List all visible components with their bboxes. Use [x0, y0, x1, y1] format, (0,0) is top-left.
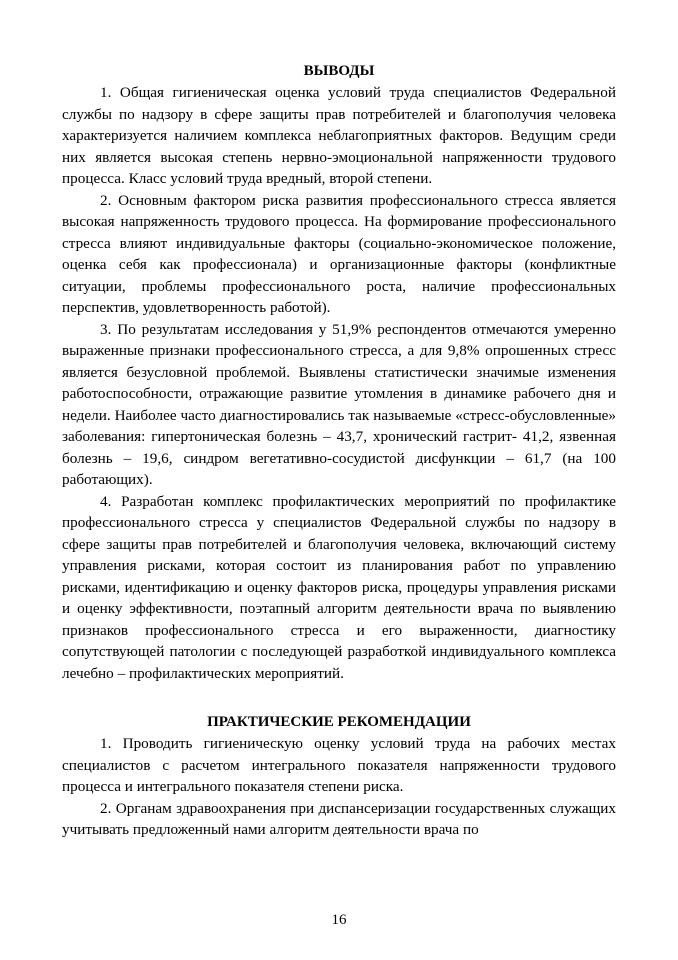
recommendations-heading: ПРАКТИЧЕСКИЕ РЕКОМЕНДАЦИИ: [207, 714, 471, 730]
conclusions-heading: ВЫВОДЫ: [303, 63, 375, 79]
recommendation-paragraph-2: 2. Органам здравоохранения при диспансеризации государственных служащих учитывать предложенный нами алгоритм деятельности врача по: [62, 799, 616, 838]
conclusion-paragraph-4: 4. Разработан комплекс профилактических мероприятий по профилактике профессионального стресса у специалистов Федеральной службы по надзору в сфере защиты прав потребителей и благополучия человека, включающий систему управления рисками, которая состоит из планирования работ по управлению рисками, идентификацию и оценку факторов риска, процедуры управления рисками и оценку эффективности, поэтапный алгоритм деятельности врача по выявлению признаков профессионального стресса и его выраженности, диагностику сопутствующей патологии с последующей разработкой индивидуального комплекса лечебно – профилактических мероприятий.: [62, 492, 616, 682]
conclusion-paragraph-1: 1. Общая гигиеническая оценка условий труда специалистов Федеральной службы по надзору в сфере защиты прав потребителей и благополучия человека характеризуется наличием комплекса неблагоприятных факторов. Ведущим среди них является высокая степень нервно-эмоциональной напряженности трудового процесса. Класс условий труда вредный, второй степени.: [62, 84, 616, 187]
recommendation-paragraph-1: 1. Проводить гигиеническую оценку условий труда на рабочих местах специалистов с расчетом интегрального показателя напряженности трудового процесса и интегрального показателя степени риска.: [62, 735, 616, 795]
document-page: [62, 60, 616, 841]
conclusion-paragraph-3: 3. По результатам исследования у 51,9% респондентов отмечаются умеренно выраженные признаки профессионального стресса, а для 9,8% опрошенных стресс является безусловной проблемой. Выявлены статистически значимые изменения работоспособности, отражающие развитие утомления в динамике рабочего дня и недели. Наиболее часто диагностировались так называемые «стресс-обусловленные» заболевания: гипертоническая болезнь – 43,7, хронический гастрит- 41,2, язвенная болезнь – 19,6, синдром вегетативно-сосудистой дисфункции – 61,7 (на 100 работающих).: [62, 320, 616, 488]
page-number: 16: [331, 912, 347, 928]
conclusion-paragraph-2: 2. Основным фактором риска развития профессионального стресса является высокая напряженность трудового процесса. На формирование профессионального стресса влияют индивидуальные факторы (социально-экономическое положение, оценка себя как профессионала) и организационные факторы (конфликтные ситуации, проблемы профессионального роста, наличие профессиональных перспектив, удовлетворенность работой).: [62, 191, 616, 316]
